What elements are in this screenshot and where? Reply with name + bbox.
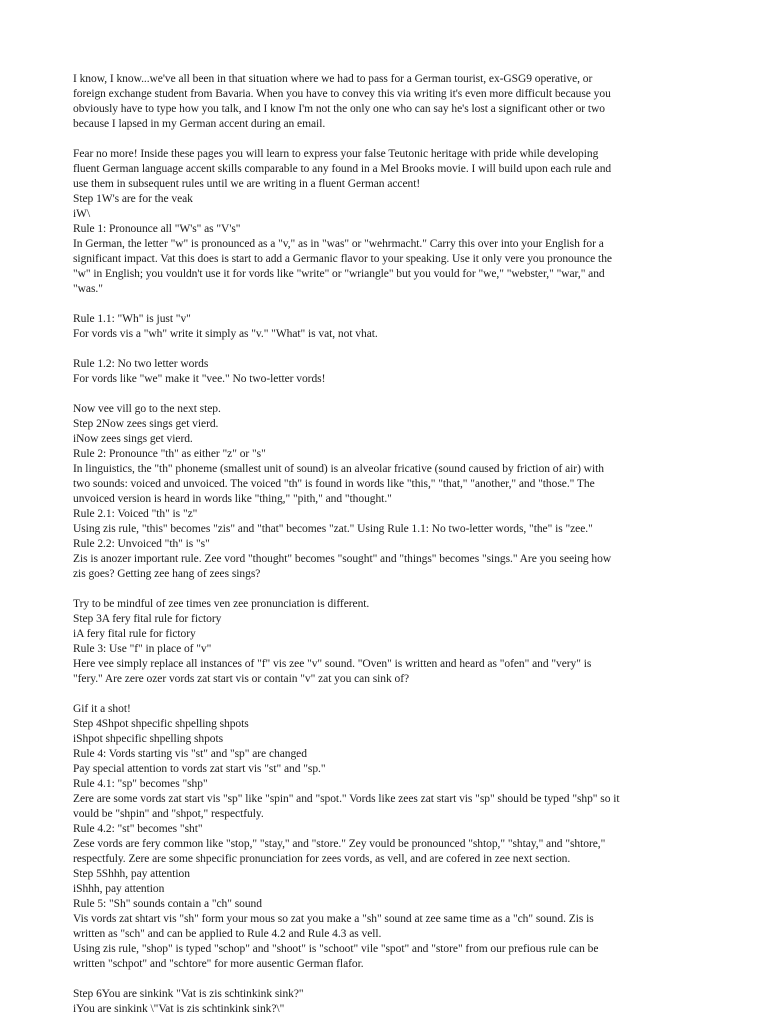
text-line: Rule 5: "Sh" sounds contain a "ch" sound [73, 898, 262, 910]
text-line: Using zis rule, "shop" is typed "schop" and "shoot" is "schoot" vile "spot" and "store" from our prefious rule can be [73, 943, 599, 955]
paragraph-gap [73, 297, 713, 312]
text-line: foreign exchange student from Bavaria. When you have to convey this via writing it's even more difficult because you [73, 88, 611, 100]
paragraph-gap [73, 132, 713, 147]
text-line: vould be "shpin" and "shpot," respectfuly. [73, 808, 264, 820]
text-line: I know, I know...we've all been in that situation where we had to pass for a German tourist, ex-GSG9 operative, or [73, 73, 593, 85]
text-line: Rule 4.2: "st" becomes "sht" [73, 823, 203, 835]
text-line: iShhh, pay attention [73, 883, 165, 895]
text-line: Rule 1.1: "Wh" is just "v" [73, 313, 191, 325]
text-line: Rule 4.1: "sp" becomes "shp" [73, 778, 208, 790]
text-line: Zere are some vords zat start vis "sp" like "spin" and "spot." Vords like zees zat start vis "sp" should be typed "shp" so it [73, 793, 620, 805]
text-line: unvoiced version is heard in words like "thing," "pith," and "thought." [73, 493, 392, 505]
text-line: For vords like "we" make it "vee." No two-letter vords! [73, 373, 326, 385]
text-line: Here vee simply replace all instances of "f" vis zee "v" sound. "Oven" is written and heard as "ofen" and "very" is [73, 658, 592, 670]
text-line: Rule 1: Pronounce all "W's" as "V's" [73, 223, 241, 235]
text-line: obviously have to type how you talk, and I know I'm not the only one who can say he's lost a significant other or two [73, 103, 605, 115]
text-line: Step 5Shhh, pay attention [73, 868, 190, 880]
text-line: iYou are sinkink \"Vat is zis schtinkink sink?\" [73, 1003, 285, 1015]
text-line: respectfuly. Zere are some shpecific pronunciation for zees vords, as vell, and are cofered in zee next section. [73, 853, 571, 865]
text-line: "was." [73, 283, 103, 295]
text-line: In German, the letter "w" is pronounced as a "v," as in "was" or "wehrmacht." Carry this over into your English for a [73, 238, 604, 250]
paragraph-gap [73, 972, 713, 987]
text-line: iNow zees sings get vierd. [73, 433, 193, 445]
text-line: because I lapsed in my German accent during an email. [73, 118, 326, 130]
text-line: Try to be mindful of zee times ven zee pronunciation is different. [73, 598, 370, 610]
text-line: Using zis rule, "this" becomes "zis" and "that" becomes "zat." Using Rule 1.1: No two-letter words, "the" is "zee." [73, 523, 593, 535]
text-block [73, 357, 713, 387]
text-block [73, 987, 713, 1017]
paragraph-gap [73, 582, 713, 597]
text-line: written "schpot" and "schtore" for more ausentic German flafor. [73, 958, 364, 970]
text-line: Zis is anozer important rule. Zee vord "thought" becomes "sought" and "things" becomes "sings." Are you seeing how [73, 553, 612, 565]
text-line: fluent German language accent skills comparable to any found in a Mel Brooks movie. I will build upon each rule and [73, 163, 612, 175]
text-line: Gif it a shot! [73, 703, 131, 715]
paragraph-gap [73, 387, 713, 402]
text-line: Rule 2: Pronounce "th" as either "z" or "s" [73, 448, 266, 460]
text-line: Vis vords zat shtart vis "sh" form your mous so zat you make a "sh" sound at zee same time as a "ch" sound. Zis is [73, 913, 594, 925]
text-line: Step 4Shpot shpecific shpelling shpots [73, 718, 249, 730]
text-block [73, 312, 713, 342]
text-line: Now vee vill go to the next step. [73, 403, 221, 415]
text-block [73, 597, 713, 687]
document-body [73, 72, 713, 1017]
text-line: Step 1W's are for the veak [73, 193, 193, 205]
text-line: Pay special attention to vords zat start vis "st" and "sp." [73, 763, 326, 775]
text-line: Rule 2.1: Voiced "th" is "z" [73, 508, 198, 520]
text-block [73, 702, 713, 972]
text-line: Step 6You are sinkink "Vat is zis schtinkink sink?" [73, 988, 304, 1000]
paragraph-gap [73, 687, 713, 702]
text-line: iA fery fital rule for fictory [73, 628, 196, 640]
text-line: iW\ [73, 208, 91, 220]
text-block [73, 402, 713, 582]
text-block [73, 147, 713, 297]
text-line: Step 2Now zees sings get vierd. [73, 418, 219, 430]
text-line: written as "sch" and can be applied to Rule 4.2 and Rule 4.3 as vell. [73, 928, 382, 940]
text-line: "w" in English; you vouldn't use it for vords like "write" or "wriangle" but you vould for "we," "webster," "war," and [73, 268, 605, 280]
text-line: "fery." Are zere ozer vords zat start vis or contain "v" zat you can sink of? [73, 673, 410, 685]
text-line: use them in subsequent rules until we are writing in a fluent German accent! [73, 178, 421, 190]
text-line: zis goes? Getting zee hang of zees sings? [73, 568, 261, 580]
text-line: Rule 4: Vords starting vis "st" and "sp" are changed [73, 748, 307, 760]
text-line: iShpot shpecific shpelling shpots [73, 733, 224, 745]
text-line: In linguistics, the "th" phoneme (smallest unit of sound) is an alveolar fricative (sound caused by friction of air) with [73, 463, 604, 475]
text-block [73, 72, 713, 132]
text-line: Rule 2.2: Unvoiced "th" is "s" [73, 538, 210, 550]
text-line: two sounds: voiced and unvoiced. The voiced "th" is found in words like "this," "that," "another," and "those." The [73, 478, 595, 490]
text-line: Step 3A fery fital rule for fictory [73, 613, 222, 625]
text-line: For vords vis a "wh" write it simply as "v." "What" is vat, not vhat. [73, 328, 378, 340]
text-line: Rule 3: Use "f" in place of "v" [73, 643, 212, 655]
text-line: Fear no more! Inside these pages you will learn to express your false Teutonic heritage with pride while developing [73, 148, 599, 160]
text-line: Rule 1.2: No two letter words [73, 358, 209, 370]
paragraph-gap [73, 342, 713, 357]
text-line: significant impact. Vat this does is start to add a Germanic flavor to your speaking. Use it only vere you pronounce the [73, 253, 612, 265]
text-line: Zese vords are fery common like "stop," "stay," and "store." Zey vould be pronounced "shtop," "shtay," and "shtore," [73, 838, 606, 850]
